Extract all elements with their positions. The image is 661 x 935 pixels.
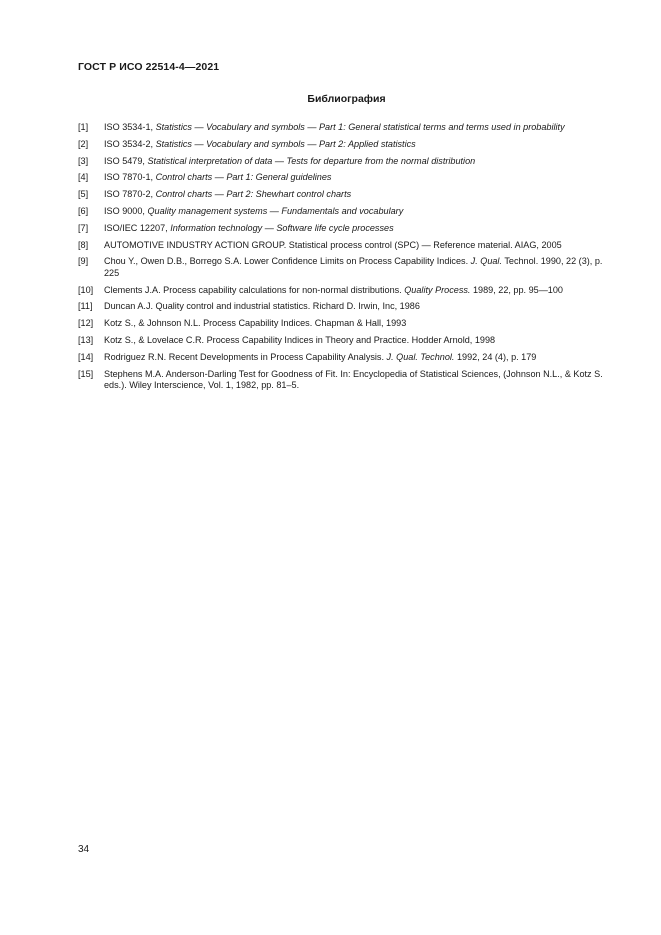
bibliography-item — [78, 318, 618, 330]
reference-plain: ISO 5479, — [104, 155, 148, 166]
reference-number: [9] — [78, 256, 89, 267]
bibliography-item — [78, 206, 618, 218]
reference-text — [104, 189, 618, 201]
reference-number: [10] — [78, 284, 94, 295]
reference-italic: Control charts — Part 1: General guidelines — [155, 172, 332, 183]
reference-text — [104, 206, 618, 218]
reference-plain: Kotz S., & Johnson N.L. Process Capability Indices. Chapman & Hall, 1993 — [104, 318, 407, 329]
section-title: Библиография — [307, 93, 386, 105]
bibliography-item — [78, 172, 618, 184]
reference-text — [104, 223, 618, 235]
bibliography-item — [78, 352, 618, 364]
reference-text — [104, 139, 618, 151]
reference-text — [104, 285, 618, 297]
bibliography-item — [78, 139, 618, 151]
reference-number: [12] — [78, 318, 94, 329]
bibliography-list — [78, 122, 618, 397]
reference-number: [15] — [78, 368, 94, 379]
reference-number: [14] — [78, 351, 94, 362]
bibliography-item — [78, 240, 618, 252]
reference-tail: Technol. 1990, 22 (3), p. 225 — [104, 256, 603, 278]
bibliography-item — [78, 369, 618, 392]
reference-italic: J. Qual. Technol. — [386, 351, 455, 362]
reference-plain: Duncan A.J. Quality control and industrial statistics. Richard D. Irwin, Inc, 1986 — [104, 301, 420, 312]
reference-number: [3] — [78, 155, 89, 166]
reference-text — [104, 335, 618, 347]
reference-plain: ISO 3534-1, — [104, 122, 156, 132]
reference-text — [104, 318, 618, 330]
bibliography-item — [78, 223, 618, 235]
bibliography-item — [78, 335, 618, 347]
page-number: 34 — [78, 844, 90, 855]
bibliography-item — [78, 122, 618, 134]
reference-plain: ISO 7870-2, — [104, 189, 156, 200]
bibliography-item — [78, 256, 618, 279]
reference-number: [6] — [78, 205, 89, 216]
reference-number: [7] — [78, 222, 89, 233]
bibliography-item — [78, 301, 618, 313]
reference-number: [5] — [78, 189, 89, 200]
reference-italic: Control charts — Part 2: Shewhart control charts — [155, 189, 352, 200]
bibliography-item — [78, 156, 618, 168]
reference-italic: Information technology — Software life cycle processes — [170, 222, 394, 233]
reference-text — [104, 369, 618, 392]
reference-number: [4] — [78, 172, 89, 183]
reference-plain: ISO 9000, — [104, 205, 148, 216]
reference-text — [104, 122, 618, 134]
reference-italic: Quality management systems — Fundamentals and vocabulary — [147, 205, 404, 216]
reference-tail: 1989, 22, pp. 95—100 — [470, 284, 563, 295]
reference-text — [104, 352, 618, 364]
reference-text — [104, 240, 618, 252]
reference-plain: ISO/IEC 12207, — [104, 222, 171, 233]
reference-italic: Statistics — Vocabulary and symbols — Part 1: General statistical terms and terms used in probability — [155, 122, 565, 132]
reference-text — [104, 301, 618, 313]
reference-number: [13] — [78, 335, 94, 346]
reference-italic: Statistics — Vocabulary and symbols — Part 2: Applied statistics — [155, 138, 416, 149]
reference-italic: Statistical interpretation of data — Tests for departure from the normal distribution — [147, 155, 476, 166]
reference-text — [104, 172, 618, 184]
reference-number: [8] — [78, 239, 89, 250]
reference-plain: Kotz S., & Lovelace C.R. Process Capability Indices in Theory and Practice. Hodder Arnold, 1998 — [104, 335, 496, 346]
bibliography-item — [78, 285, 618, 297]
reference-number: [11] — [78, 301, 93, 312]
bibliography-item — [78, 189, 618, 201]
reference-plain: Rodriguez R.N. Recent Developments in Process Capability Analysis. — [104, 351, 387, 362]
reference-number: [2] — [78, 138, 89, 149]
reference-plain: ISO 7870-1, — [104, 172, 156, 183]
reference-tail: 1992, 24 (4), p. 179 — [454, 351, 537, 362]
reference-text — [104, 256, 618, 279]
reference-plain: Clements J.A. Process capability calculations for non-normal distributions. — [104, 284, 405, 295]
reference-plain: ISO 3534-2, — [104, 138, 156, 149]
reference-italic: Quality Process. — [404, 284, 471, 295]
reference-plain: Stephens M.A. Anderson-Darling Test for Goodness of Fit. In: Encyclopedia of Statistical Sciences, (Johnson N.L., & Kotz S. eds.). Wiley Interscience, Vol. 1, 1982, pp. 81–5. — [104, 368, 603, 391]
reference-plain: Chou Y., Owen D.B., Borrego S.A. Lower Confidence Limits on Process Capability Indices. — [104, 256, 471, 267]
reference-text — [104, 156, 618, 168]
reference-italic: J. Qual. — [470, 256, 502, 267]
reference-plain: AUTOMOTIVE INDUSTRY ACTION GROUP. Statistical process control (SPC) — Reference material. AIAG, 2005 — [104, 239, 562, 250]
document-code: ГОСТ Р ИСО 22514-4—2021 — [78, 61, 220, 73]
reference-number: [1] — [78, 122, 89, 132]
